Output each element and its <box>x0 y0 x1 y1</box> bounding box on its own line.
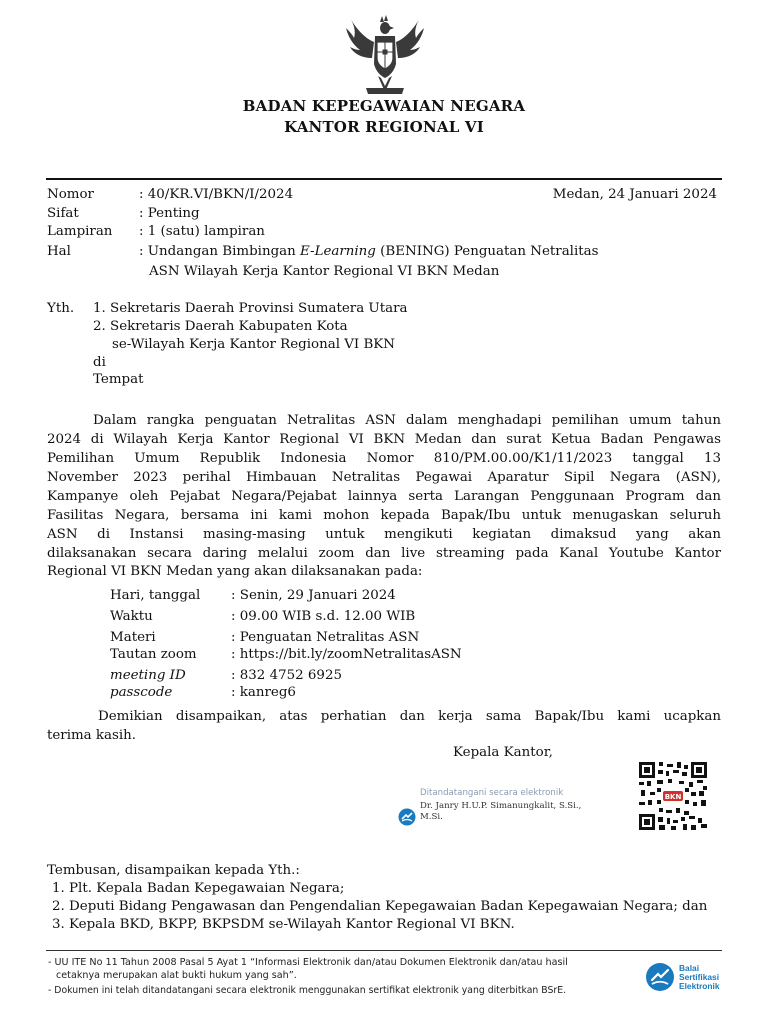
footer-legal-3: - Dokumen ini telah ditandatangani secara elektronik menggunakan sertifikat elektronik yang diterbitkan BSrE. <box>48 985 567 996</box>
signatory-title: Kepala Kantor, <box>453 745 553 760</box>
body-line: ASN di Instansi masing-masing untuk mengikuti kegiatan dimaksud yang akan <box>47 527 721 542</box>
hal-italic: E-Learning <box>300 244 376 259</box>
electronic-signature <box>398 784 588 832</box>
hal-value-line2: ASN Wilayah Kerja Kantor Regional VI BKN Medan <box>149 264 500 279</box>
addressee-3: se-Wilayah Kerja Kantor Regional VI BKN <box>112 337 396 352</box>
addressee-di: di <box>93 355 106 370</box>
footer-legal-1: - UU ITE No 11 Tahun 2008 Pasal 5 Ayat 1 “Informasi Elektronik dan/atau Dokumen Elektronik dan/atau hasil <box>48 957 568 968</box>
meeting-id-value: : 832 4752 6925 <box>231 668 342 683</box>
hari-label: Hari, tanggal <box>110 588 201 603</box>
bsre-name-3: Elektronik <box>679 981 720 991</box>
bsre-name-1: Balai <box>679 963 700 973</box>
lampiran-label: Lampiran <box>47 224 113 239</box>
hari-value: : Senin, 29 Januari 2024 <box>231 588 396 603</box>
body-line: Regional VI BKN Medan yang akan dilaksanakan pada: <box>47 564 423 579</box>
body-line: 2024 di Wilayah Kerja Kantor Regional VI BKN Medan dan surat Ketua Badan Pengawas <box>47 432 721 447</box>
waktu-value: : 09.00 WIB s.d. 12.00 WIB <box>231 609 416 624</box>
hal-label: Hal <box>47 244 71 259</box>
addressee-tempat: Tempat <box>93 372 144 387</box>
hal-suffix: (BENING) Penguatan Netralitas <box>375 244 599 259</box>
closing-line: terima kasih. <box>47 728 137 743</box>
signer-degree: M.Si. <box>420 812 443 822</box>
signer-name: Dr. Janry H.U.P. Simanungkalit, S.Si., <box>420 801 582 811</box>
footer-rule <box>46 950 722 951</box>
body-line: Fasilitas Negara, bersama ini kami mohon kepada Bapak/Ibu untuk menugaskan seluruh <box>47 508 721 523</box>
body-line: Dalam rangka penguatan Netralitas ASN dalam menghadapi pemilihan umum tahun <box>93 413 721 428</box>
office-name: KANTOR REGIONAL VI <box>284 118 484 136</box>
hal-value <box>139 244 598 259</box>
cc-item: 2. Deputi Bidang Pengawasan dan Pengendalian Kepegawaian Badan Kepegawaian Negara; dan <box>52 899 708 914</box>
cc-item: 1. Plt. Kepala Badan Kepegawaian Negara; <box>52 881 345 896</box>
sifat-value: : Penting <box>139 206 200 221</box>
materi-label: Materi <box>110 630 156 645</box>
letter-date: Medan, 24 Januari 2024 <box>552 187 717 202</box>
meeting-id-label: meeting ID <box>110 668 186 683</box>
passcode-label: passcode <box>110 685 173 700</box>
body-line: dilaksanakan secara daring melalui zoom dan live streaming pada Kanal Youtube Kantor <box>47 546 721 561</box>
bsre-sign-icon <box>398 808 416 826</box>
header-rule <box>46 178 722 180</box>
addressee-2: 2. Sekretaris Daerah Kabupaten Kota <box>93 319 348 334</box>
body-line: Kampanye oleh Pejabat Negara/Pejabat lainnya serta Larangan Penggunaan Program dan <box>47 489 721 504</box>
tautan-label: Tautan zoom <box>110 647 197 662</box>
footer-legal-2: cetaknya merupakan alat bukti hukum yang sah”. <box>56 970 297 981</box>
zoom-link[interactable]: : https://bit.ly/zoomNetralitasASN <box>231 647 462 662</box>
addressee-1: 1. Sekretaris Daerah Provinsi Sumatera Utara <box>93 301 408 316</box>
nomor-value: : 40/KR.VI/BKN/I/2024 <box>139 187 294 202</box>
bsre-name-2: Sertifikasi <box>679 972 720 982</box>
hal-prefix: : Undangan Bimbingan <box>139 244 301 259</box>
body-line: Pemilihan Umum Republik Indonesia Nomor 810/PM.00.00/K1/11/2023 tanggal 13 <box>47 451 721 466</box>
qr-badge-label: BKN <box>664 793 682 801</box>
yth-label: Yth. <box>47 301 75 316</box>
waktu-label: Waktu <box>110 609 153 624</box>
bsre-logo-icon <box>645 962 675 992</box>
signature-note: Ditandatangani secara elektronik <box>420 788 564 798</box>
sifat-label: Sifat <box>47 206 79 221</box>
materi-value: : Penguatan Netralitas ASN <box>231 630 420 645</box>
closing-line: Demikian disampaikan, atas perhatian dan kerja sama Bapak/Ibu kami ucapkan <box>98 709 721 724</box>
qr-code-icon[interactable] <box>639 762 707 830</box>
agency-name: BADAN KEPEGAWAIAN NEGARA <box>242 97 526 115</box>
nomor-label: Nomor <box>47 187 94 202</box>
passcode-value: : kanreg6 <box>231 685 296 700</box>
lampiran-value: : 1 (satu) lampiran <box>139 224 265 239</box>
cc-item: 3. Kepala BKD, BKPP, BKPSDM se-Wilayah Kantor Regional VI BKN. <box>52 917 515 932</box>
garuda-emblem-icon <box>344 14 426 98</box>
cc-title: Tembusan, disampaikan kepada Yth.: <box>47 863 300 878</box>
body-line: November 2023 perihal Himbauan Netralitas Pegawai Aparatur Sipil Negara (ASN), <box>47 470 721 485</box>
